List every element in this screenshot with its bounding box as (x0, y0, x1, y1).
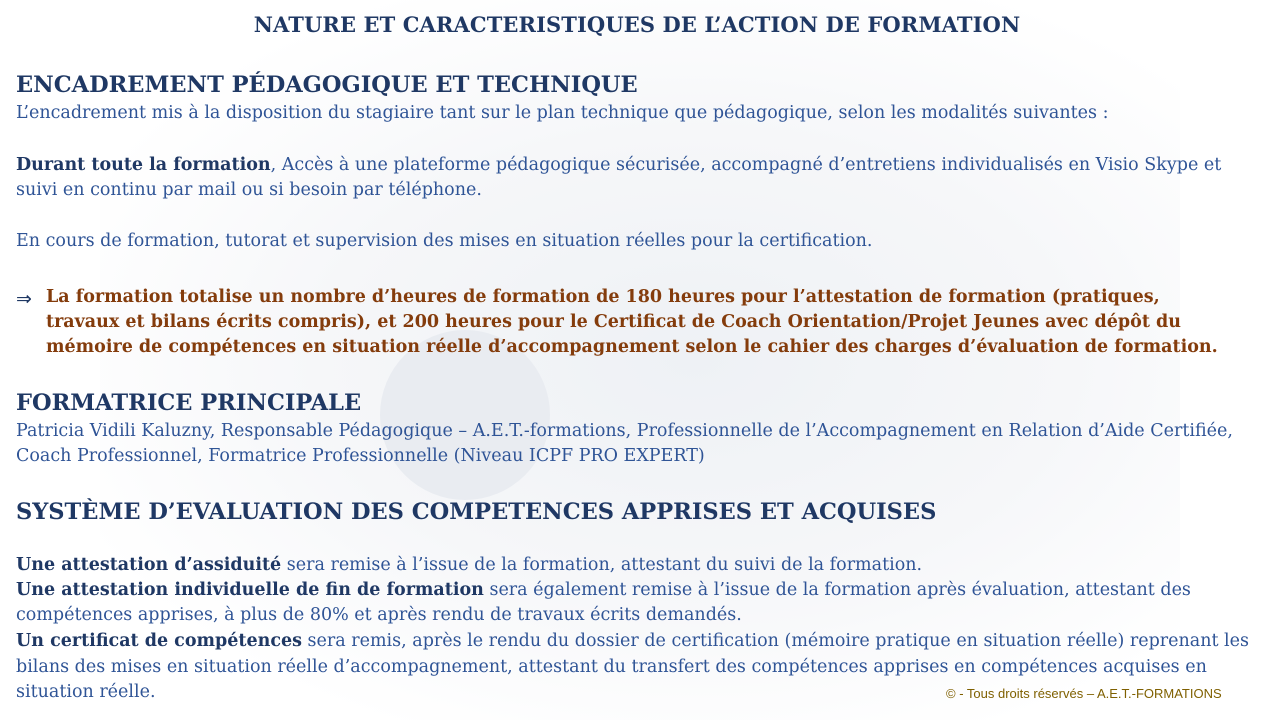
formatrice-line1: Patricia Vidili Kaluzny, Responsable Pédagogique – A.E.T.-formations, Professionnelle de l’Accompagnement en Relation d’Aide Certifiée, (16, 421, 1233, 441)
certificat-line1 (16, 629, 1274, 654)
section-heading-encadrement: ENCADREMENT PÉDAGOGIQUE ET TECHNIQUE (16, 72, 638, 98)
highlight-line-1: La formation totalise un nombre d’heures de formation de 180 heures pour l’attestation de formation (pratiques, (46, 287, 1160, 307)
certificat-bold: Un certificat de compétences (16, 631, 302, 651)
certificat-line3: situation réelle. (16, 682, 156, 702)
attestation-fin-line1 (16, 578, 1274, 603)
section-heading-formatrice: FORMATRICE PRINCIPALE (16, 390, 362, 416)
highlight-line-2: travaux et bilans écrits compris), et 200 heures pour le Certificat de Coach Orientation/Projet Jeunes avec dépôt du (46, 312, 1181, 332)
attestation-fin-text: sera également remise à l’issue de la formation après évaluation, attestant des (483, 580, 1191, 600)
attestation-assiduite (16, 553, 1274, 578)
durant-formation-bold: Durant toute la formation (16, 155, 271, 175)
formatrice-line2: Coach Professionnel, Formatrice Professionnelle (Niveau ICPF PRO EXPERT) (16, 446, 705, 466)
attestation-fin-bold: Une attestation individuelle de fin de formation (16, 580, 484, 600)
durant-formation-text: , Accès à une plateforme pédagogique sécurisée, accompagné d’entretiens individualisés en Visio Skype et (270, 155, 1222, 175)
tutorat-paragraph: En cours de formation, tutorat et supervision des mises en situation réelles pour la certification. (16, 231, 873, 251)
attestation-assiduite-text: sera remise à l’issue de la formation, attestant du suivi de la formation. (281, 555, 923, 575)
certificat-line2: bilans des mises en situation réelle d’accompagnement, attestant du transfert des compétences apprises en compétences acquises en (16, 657, 1207, 677)
encadrement-intro: L’encadrement mis à la disposition du stagiaire tant sur le plan technique que pédagogique, selon les modalités suivantes : (16, 103, 1109, 123)
certificat-text: sera remis, après le rendu du dossier de certification (mémoire pratique en situation réelle) reprenant les (301, 631, 1249, 651)
attestation-fin-line2: compétences apprises, à plus de 80% et après rendu de travaux écrits demandés. (16, 605, 742, 625)
page-title: NATURE ET CARACTERISTIQUES DE L’ACTION DE FORMATION (253, 12, 1021, 37)
durant-formation-line1 (16, 153, 1274, 178)
durant-formation-line2: suivi en continu par mail ou si besoin par téléphone. (16, 180, 482, 200)
highlight-line-3: mémoire de compétences en situation réelle d’accompagnement selon le cahier des charges d’évaluation de formation. (46, 337, 1218, 357)
copyright-notice: © - Tous droits réservés – A.E.T.-FORMATIONS (946, 686, 1222, 701)
section-heading-evaluation: SYSTÈME D’EVALUATION DES COMPETENCES APPRISES ET ACQUISES (16, 499, 937, 525)
attestation-assiduite-bold: Une attestation d’assiduité (16, 555, 282, 575)
double-arrow-right-icon: ⇒ (16, 288, 32, 310)
